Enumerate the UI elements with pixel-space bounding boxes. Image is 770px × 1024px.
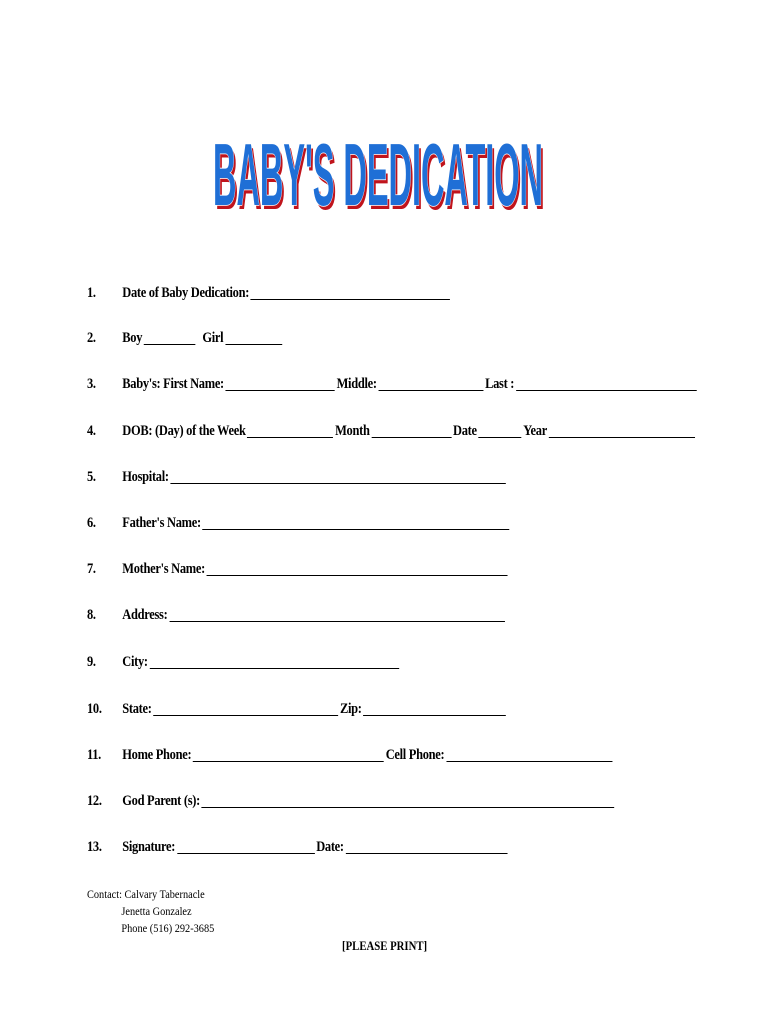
field-label: DOB: (Day) of the Week: [122, 423, 246, 439]
page-title: [213, 112, 558, 217]
field-label: Signature:: [122, 839, 176, 855]
item-number: 8.: [87, 607, 96, 623]
title-shadow-text: BABY'S DEDICATION: [215, 129, 545, 217]
field-label: Father's Name:: [122, 515, 201, 531]
field-label: Girl: [202, 330, 224, 346]
field-label: Last :: [485, 376, 515, 392]
contact-org: Contact: Calvary Tabernacle: [87, 887, 205, 901]
item-number: 1.: [87, 285, 96, 301]
field-label: Boy: [122, 330, 143, 346]
item-god-parents: [87, 790, 616, 810]
item-signature: [87, 836, 509, 856]
zip-field[interactable]: [363, 701, 506, 716]
last-name-field[interactable]: [516, 376, 697, 391]
item-number: 3.: [87, 376, 96, 392]
hospital-field[interactable]: [170, 469, 505, 484]
item-father-name: [87, 512, 511, 532]
god-parents-field[interactable]: [202, 793, 615, 808]
item-state-zip: [87, 698, 508, 718]
item-number: 4.: [87, 423, 96, 439]
item-number: 5.: [87, 469, 96, 485]
item-number: 12.: [87, 793, 102, 809]
field-label: Date of Baby Dedication:: [122, 285, 250, 301]
field-label: Hospital:: [122, 469, 169, 485]
please-print-note: [PLEASE PRINT]: [342, 939, 428, 953]
item-number: 9.: [87, 654, 96, 670]
field-label: State:: [122, 701, 152, 717]
contact-person: Jenetta Gonzalez: [121, 904, 192, 918]
first-name-field[interactable]: [226, 376, 335, 391]
item-number: 7.: [87, 561, 96, 577]
item-hospital: [87, 466, 508, 486]
field-label: Mother's Name:: [122, 561, 205, 577]
boy-field[interactable]: [144, 330, 196, 345]
field-label: Middle:: [336, 376, 377, 392]
contact-block: [87, 886, 214, 937]
signature-date-field[interactable]: [345, 839, 507, 854]
field-label: Month: [335, 423, 370, 439]
item-number: 6.: [87, 515, 96, 531]
dob-month-field[interactable]: [371, 423, 451, 438]
dedication-date-field[interactable]: [251, 285, 451, 300]
field-label: Date:: [316, 839, 344, 855]
dob-date-field[interactable]: [478, 423, 521, 438]
item-baby-name: [87, 373, 698, 393]
mother-name-field[interactable]: [207, 561, 508, 576]
dob-year-field[interactable]: [549, 423, 695, 438]
city-field[interactable]: [149, 654, 398, 669]
item-phones: [87, 744, 614, 764]
field-label: Cell Phone:: [385, 747, 445, 763]
field-label: City:: [122, 654, 148, 670]
item-number: 13.: [87, 839, 102, 855]
girl-field[interactable]: [225, 330, 282, 345]
item-city: [87, 651, 401, 671]
item-dob: [87, 420, 697, 440]
signature-field[interactable]: [177, 839, 315, 854]
dob-weekday-field[interactable]: [247, 423, 333, 438]
field-label: Date: [453, 423, 477, 439]
field-label: Baby's: First Name:: [122, 376, 224, 392]
item-address: [87, 604, 506, 624]
state-field[interactable]: [153, 701, 338, 716]
item-number: 10.: [87, 701, 102, 717]
item-number: 2.: [87, 330, 96, 346]
contact-phone: Phone (516) 292-3685: [121, 921, 215, 935]
title-text: BABY'S DEDICATION: [213, 125, 543, 217]
item-gender: [87, 327, 284, 347]
item-number: 11.: [87, 747, 102, 763]
field-label: Address:: [122, 607, 168, 623]
cell-phone-field[interactable]: [446, 747, 612, 762]
item-date-of-dedication: [87, 282, 452, 302]
father-name-field[interactable]: [203, 515, 510, 530]
item-mother-name: [87, 558, 509, 578]
field-label: God Parent (s):: [122, 793, 200, 809]
middle-name-field[interactable]: [378, 376, 483, 391]
field-label: Year: [523, 423, 547, 439]
title-wordart: [213, 112, 558, 217]
field-label: Zip:: [339, 701, 362, 717]
field-label: Home Phone:: [122, 747, 192, 763]
address-field[interactable]: [169, 607, 504, 622]
home-phone-field[interactable]: [193, 747, 384, 762]
